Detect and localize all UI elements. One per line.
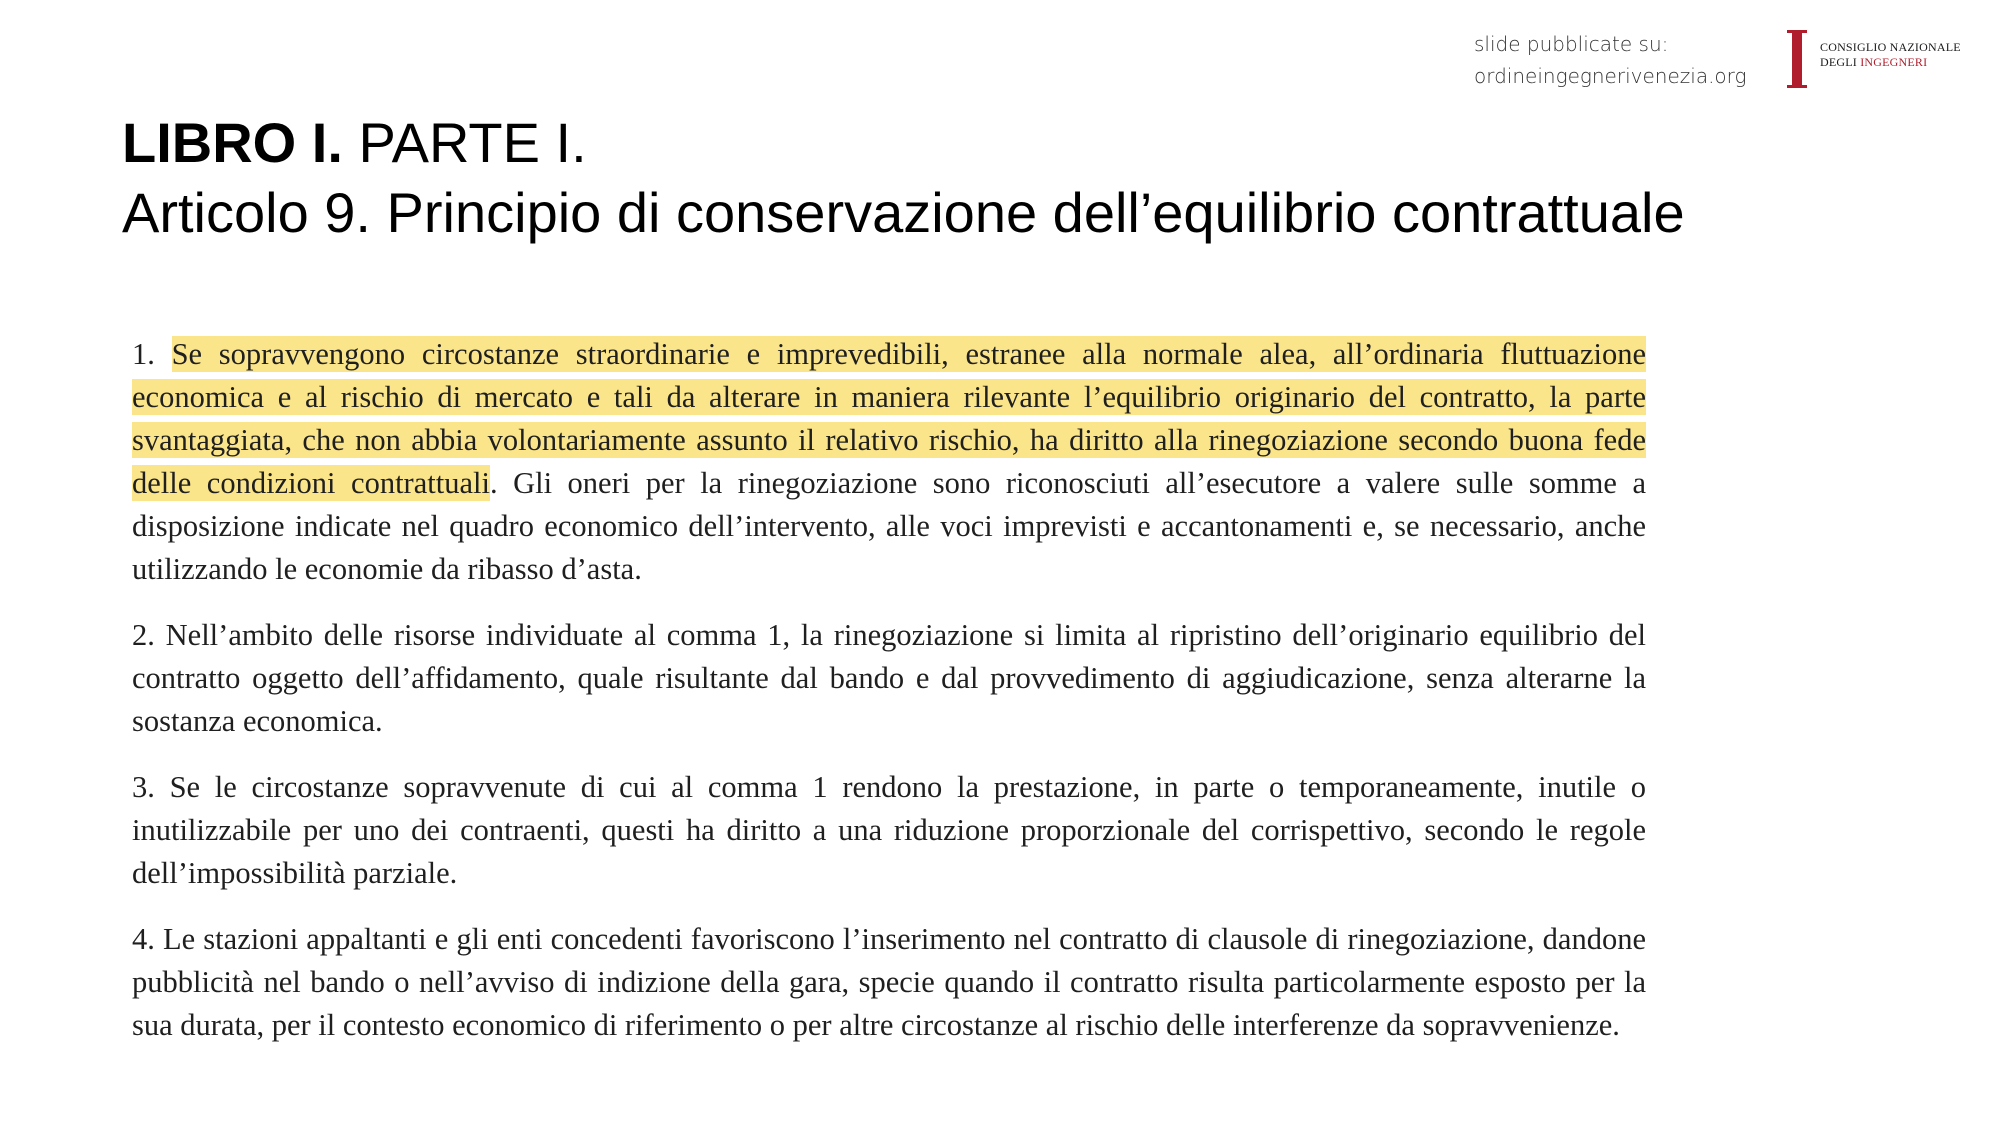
paragraph-2: 2. Nell’ambito delle risorse individuate al comma 1, la rinegoziazione si limita al ripristino dell’originario equilibrio del contratto oggetto dell’affidamento, quale risultante dal bando e dal provvedimento di aggiudicazione, senza alterarne la sostanza economica.	[132, 618, 1646, 738]
highlighted-text: Se sopravvengono circostanze straordinarie e imprevedibili, estranee alla normale alea, all’ordinaria fluttuazione economica e al rischio di mercato e tali da alterare in maniera rilevante l’equilibrio originario del contratto, la parte svantaggiata, che non abbia volontariamente assunto il relativo rischio, ha diritto alla rinegoziazione secondo buona fede delle condizioni contrattuali	[132, 337, 1647, 500]
logo-line-2-accent: INGEGNERI	[1860, 55, 1928, 69]
logo-wordmark	[1820, 40, 1961, 70]
cni-logo	[1786, 30, 1976, 90]
paragraph-3: 3. Se le circostanze sopravvenute di cui al comma 1 rendono la prestazione, in parte o temporaneamente, inutile o inutilizzabile per uno dei contraenti, questi ha diritto a una riduzione proporzionale del corrispettivo, secondo le regole dell’impossibilità parziale.	[132, 770, 1646, 890]
logo-line-2-prefix: DEGLI	[1820, 55, 1857, 69]
paragraph-4: 4. Le stazioni appaltanti e gli enti concedenti favoriscono l’inserimento nel contratto di clausole di rinegoziazione, dandone pubblicità nel bando o nell’avviso di indizione della gara, specie quando il contratto risulta particolarmente esposto per la sua durata, per il contesto economico di riferimento o per altre circostanze al rischio delle interferenze da sopravvenienze.	[132, 922, 1646, 1042]
title-book: LIBRO I.	[122, 111, 343, 174]
paragraph-1	[132, 333, 1646, 591]
publish-note	[1474, 28, 1747, 92]
paragraph-1-rest: . Gli oneri per la rinegoziazione sono riconosciuti all’esecutore a valere sulle somme a disposizione indicate nel quadro economico dell’intervento, alle voci imprevisti e accantonamenti e, se necessario, anche utilizzando le economie da ribasso d’asta.	[132, 466, 1646, 586]
logo-line-1: CONSIGLIO NAZIONALE	[1820, 40, 1961, 54]
title-article: Articolo 9. Principio di conservazione dell’equilibrio contrattuale	[122, 181, 1685, 244]
logo-i-mark-icon	[1792, 30, 1802, 88]
title-part: PARTE I.	[342, 111, 587, 174]
slide-title	[122, 108, 1685, 248]
article-excerpt	[132, 333, 1646, 1070]
logo-line-2	[1820, 55, 1961, 70]
paragraph-1-number: 1.	[132, 337, 172, 371]
publish-note-label: slide pubblicate su:	[1474, 32, 1669, 56]
title-line-1	[122, 108, 1685, 178]
publish-note-url: ordineingegnerivenezia.org	[1474, 64, 1747, 88]
